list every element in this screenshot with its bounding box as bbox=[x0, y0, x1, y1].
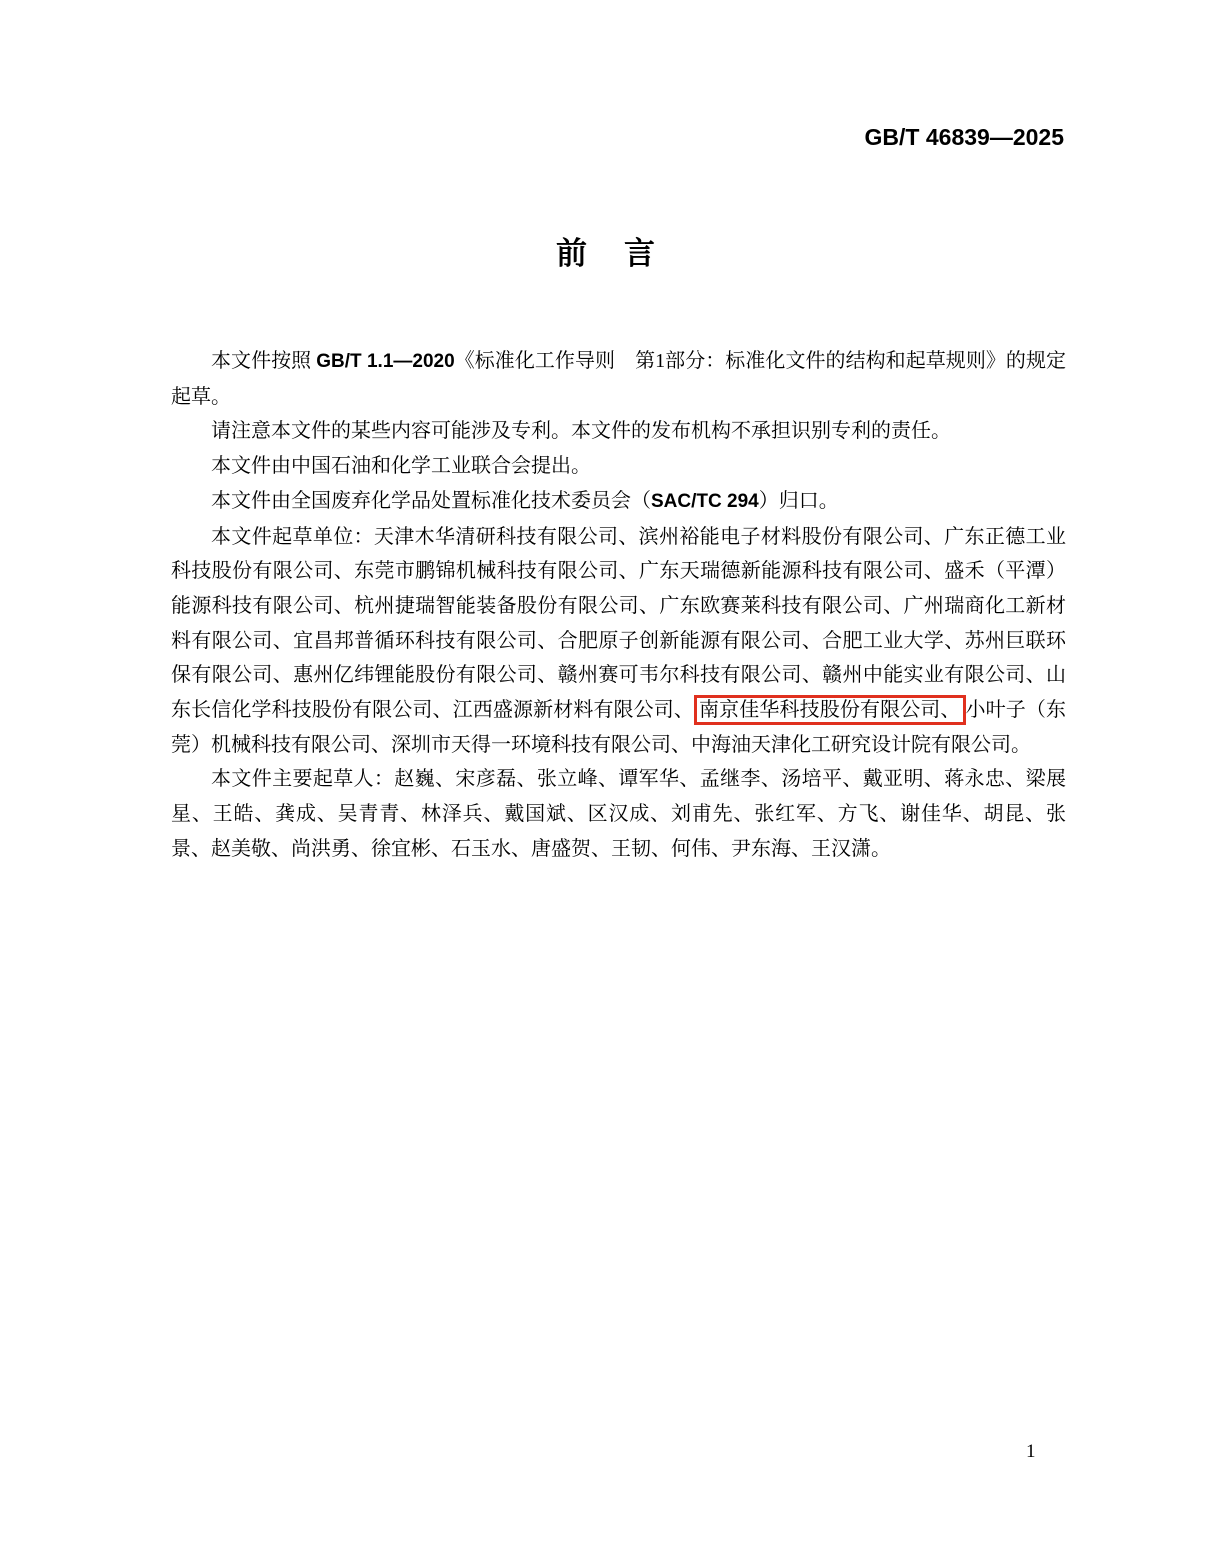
page-title: 前 言 bbox=[556, 236, 658, 271]
text-run: 小叶子（东莞）机械科技有限公司、深圳市天得一环境科技有限公司、中海油天津化工研究设计院有限公司。 bbox=[171, 699, 1067, 756]
paragraph-drafting-rule bbox=[171, 344, 1066, 414]
text-run: 《标准化工作导则 第1部分：标准化文件的结构和起草规则》的规定起草。 bbox=[171, 350, 1067, 408]
paragraph-centralized-by bbox=[171, 484, 1066, 520]
text-run: 本文件按照 bbox=[211, 350, 317, 372]
standard-number: GB/T 46839—2025 bbox=[864, 124, 1064, 150]
text-run: ）归口。 bbox=[758, 489, 839, 512]
paragraph-main-drafters: 本文件主要起草人：赵巍、宋彦磊、张立峰、谭军华、孟继李、汤培平、戴亚明、蒋永忠、梁展星、王皓、龚成、吴青青、林泽兵、戴国斌、区汉成、刘甫先、张红军、方飞、谢佳华、胡昆、张景、赵美敬、尚洪勇、徐宜彬、石玉水、唐盛贺、王韧、何伟、尹东海、王汉潇。 bbox=[171, 768, 1066, 860]
text-run: 本文件起草单位：天津木华清研科技有限公司、滨州裕能电子材料股份有限公司、广东正德工业科技股份有限公司、东莞市鹏锦机械科技有限公司、广东天瑞德新能源科技有限公司、盛禾（平潭）能源科技有限公司、杭州捷瑞智能装备股份有限公司、广东欧赛莱科技有限公司、广州瑞商化工新材料有限公司、宜昌邦普循环科技有限公司、合肥原子创新能源有限公司、合肥工业大学、苏州巨联环保有限公司、惠州亿纬锂能股份有限公司、赣州赛可韦尔科技有限公司、赣州中能实业有限公司、山东长信化学科技股份有限公司、江西盛源新材料有限公司、 bbox=[171, 525, 1066, 722]
standard-reference: GB/T 1.1—2020 bbox=[316, 351, 455, 372]
paragraph-proposed-by: 本文件由中国石油和化学工业联合会提出。 bbox=[211, 455, 591, 478]
highlighted-company-red-box: 南京佳华科技股份有限公司、 bbox=[694, 695, 966, 725]
page-number: 1 bbox=[1026, 1441, 1036, 1462]
text-run: 本文件由全国废弃化学品处置标准化技术委员会（ bbox=[211, 489, 651, 512]
committee-code: SAC/TC 294 bbox=[651, 490, 759, 512]
paragraph-drafting-organizations bbox=[171, 520, 1066, 763]
foreword-body bbox=[171, 344, 1066, 867]
paragraph-patent-notice: 请注意本文件的某些内容可能涉及专利。本文件的发布机构不承担识别专利的责任。 bbox=[211, 420, 951, 443]
